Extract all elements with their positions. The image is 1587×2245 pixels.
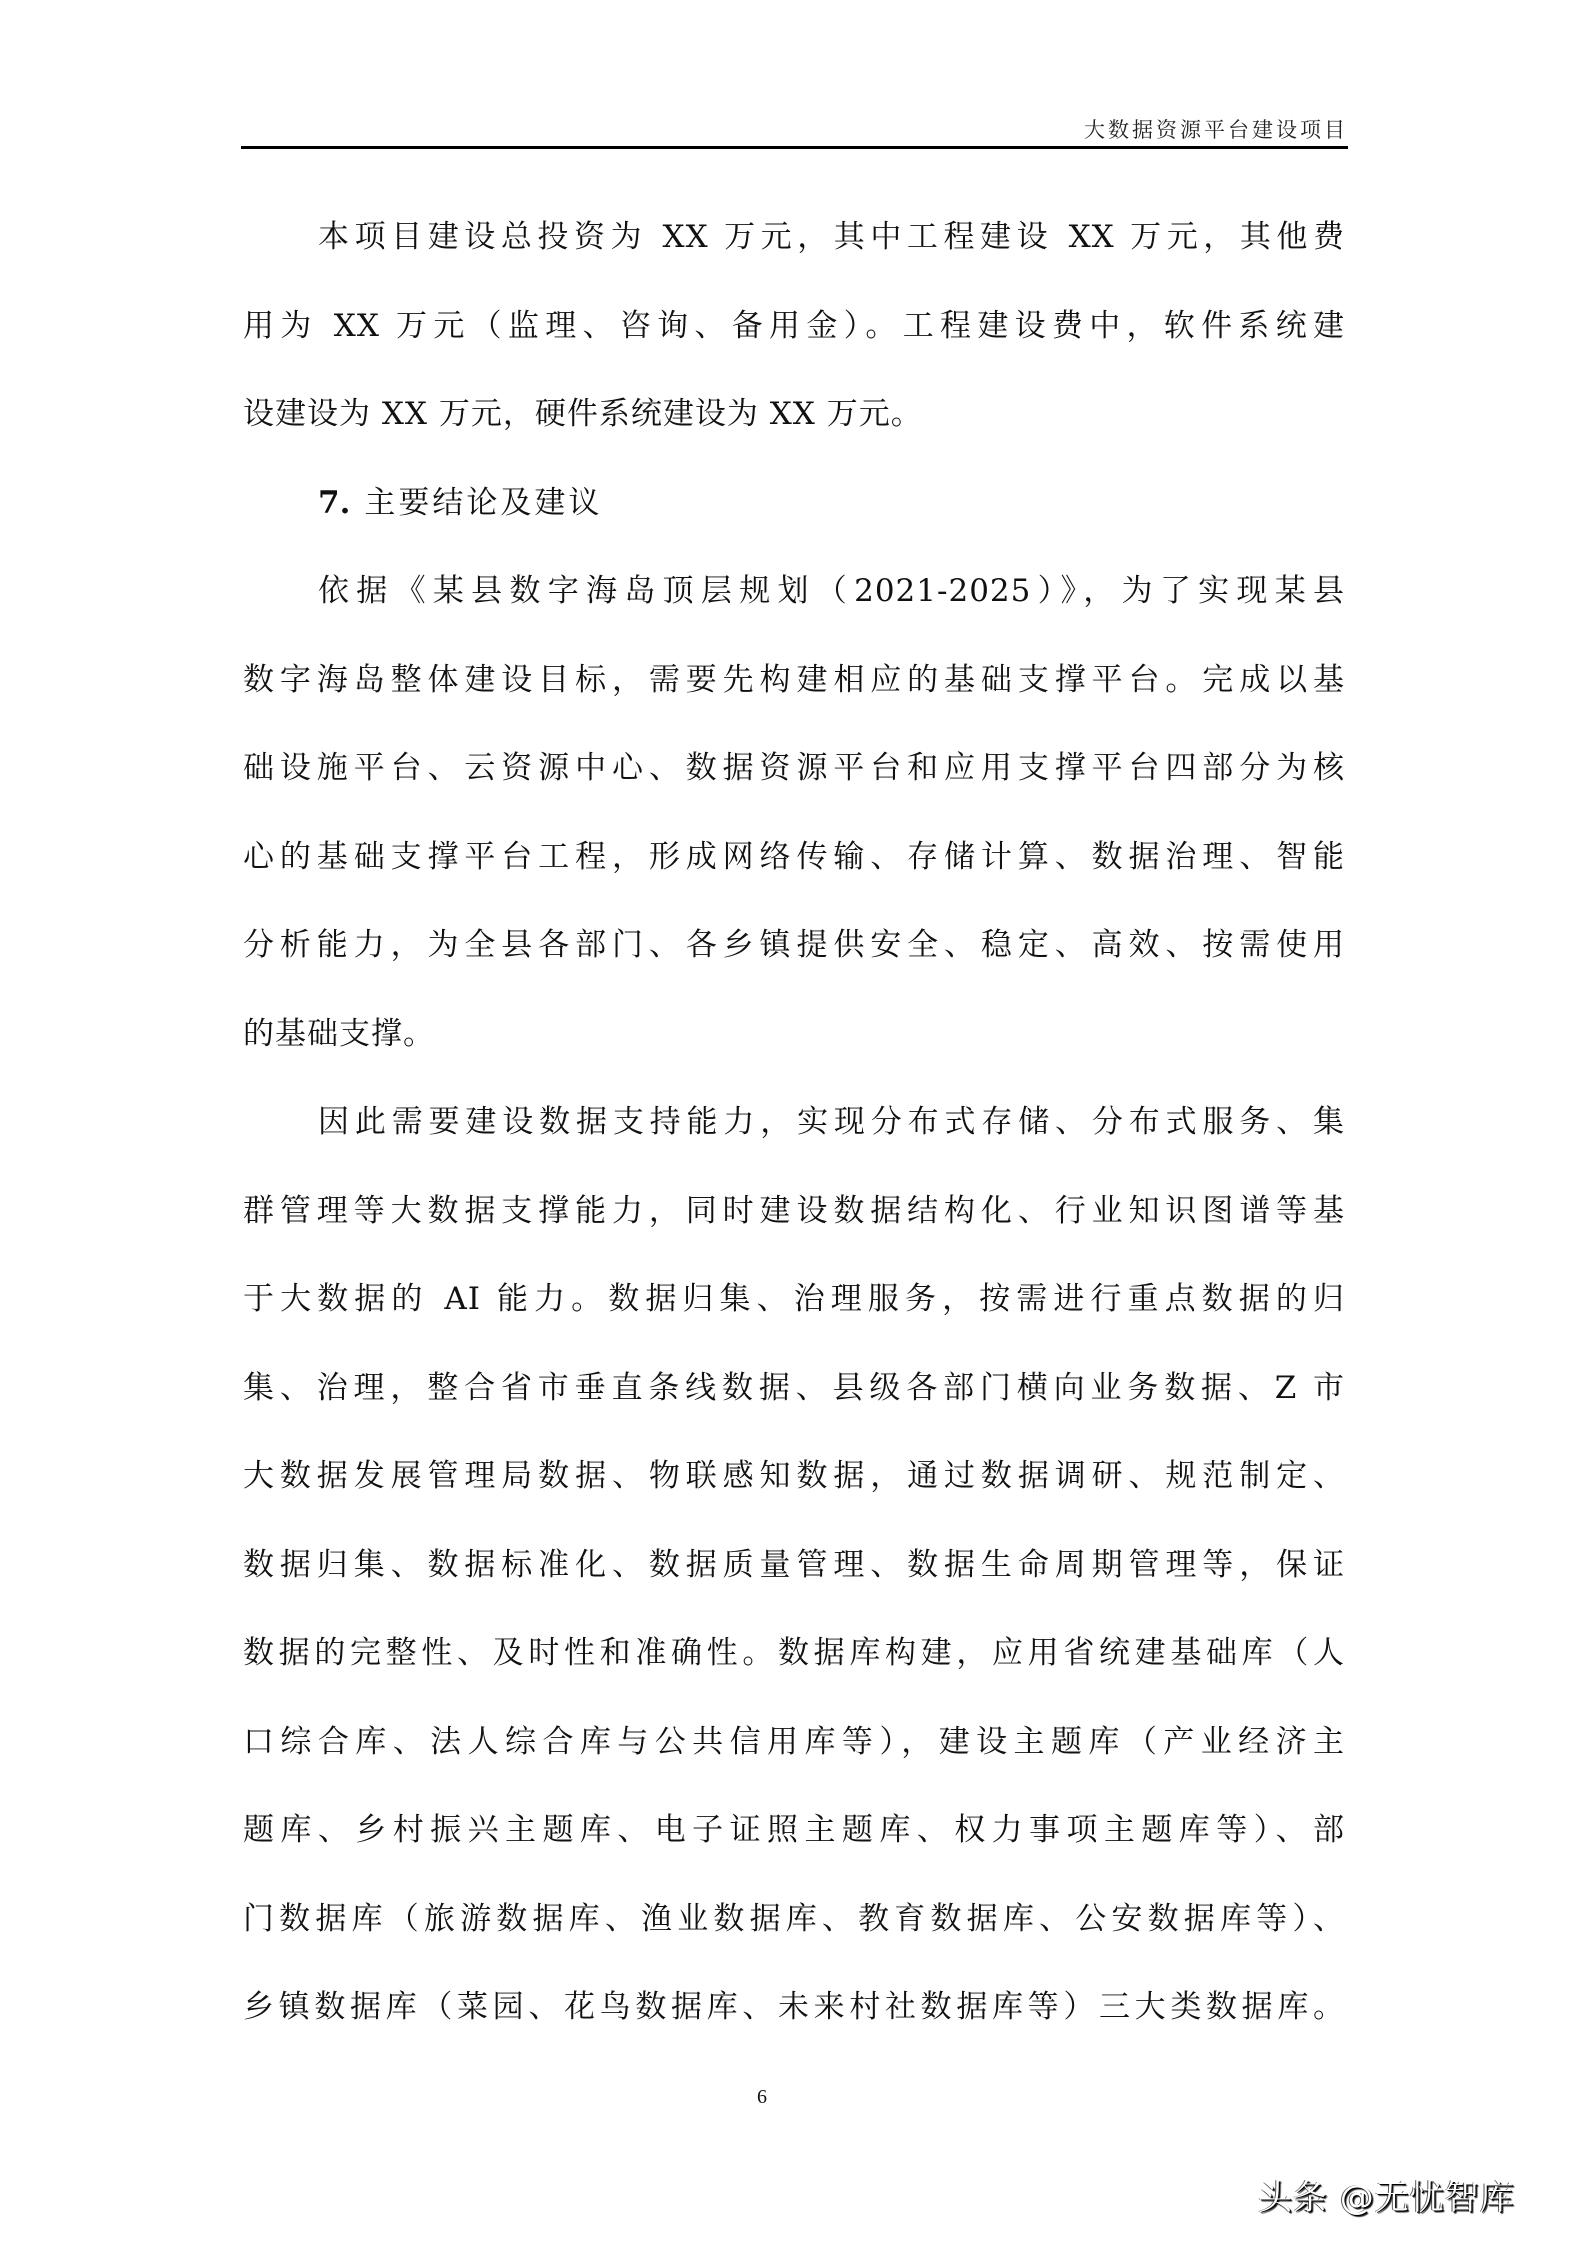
- text-line: 础设施平台、云资源中心、数据资源平台和应用支撑平台四部分为核: [243, 750, 1345, 786]
- text-line: 群管理等大数据支撑能力，同时建设数据结构化、行业知识图谱等基: [243, 1192, 1345, 1229]
- text-line: 依据《某县数字海岛顶层规划（2021-2025）》，为了实现某县: [318, 573, 1345, 609]
- text-line: 设建设为 XX 万元，硬件系统建设为 XX 万元。: [243, 396, 923, 432]
- header-rule: [241, 146, 1348, 149]
- paragraph-basis: [243, 547, 1345, 1078]
- text-line: 数据归集、数据标准化、数据质量管理、数据生命周期管理等，保证: [243, 1546, 1345, 1583]
- section-heading: [243, 459, 1345, 548]
- page-number: 6: [757, 2086, 767, 2108]
- text-line: 数据的完整性、及时性和准确性。数据库构建，应用省统建基础库（人: [243, 1635, 1345, 1671]
- text-line: 因此需要建设数据支持能力，实现分布式存储、分布式服务、集: [318, 1104, 1345, 1140]
- paragraph-capabilities: [243, 1078, 1345, 2052]
- text-line: 本项目建设总投资为 XX 万元，其中工程建设 XX 万元，其他费: [318, 219, 1345, 255]
- text-line: 题库、乡村振兴主题库、电子证照主题库、权力事项主题库等）、部: [243, 1812, 1345, 1848]
- page-header: [241, 108, 1348, 148]
- section-title: 主要结论及建议: [364, 484, 603, 521]
- text-line: 于大数据的 AI 能力。数据归集、治理服务，按需进行重点数据的归: [243, 1281, 1345, 1317]
- text-line: 心的基础支撑平台工程，形成网络传输、存储计算、数据治理、智能: [243, 838, 1345, 875]
- section-number: 7.: [318, 484, 351, 521]
- text-line: 门数据库（旅游数据库、渔业数据库、教育数据库、公安数据库等）、: [243, 1900, 1345, 1937]
- paragraph-investment: [243, 193, 1345, 459]
- watermark: 头条 @无忧智库: [1258, 2178, 1515, 2218]
- text-line: 集、治理，整合省市垂直条线数据、县级各部门横向业务数据、Z 市: [243, 1369, 1345, 1406]
- text-line: 乡镇数据库（菜园、花鸟数据库、未来村社数据库等）三大类数据库。: [243, 1989, 1345, 2025]
- text-line: 数字海岛整体建设目标，需要先构建相应的基础支撑平台。完成以基: [243, 661, 1345, 698]
- text-line: 口综合库、法人综合库与公共信用库等），建设主题库（产业经济主: [243, 1723, 1345, 1760]
- header-title: 大数据资源平台建设项目: [1084, 118, 1348, 142]
- text-line: 用为 XX 万元（监理、咨询、备用金）。工程建设费中，软件系统建: [243, 307, 1345, 344]
- text-line: 大数据发展管理局数据、物联感知数据，通过数据调研、规范制定、: [243, 1458, 1345, 1494]
- text-line: 分析能力，为全县各部门、各乡镇提供安全、稳定、高效、按需使用: [243, 927, 1345, 963]
- text-line: 的基础支撑。: [243, 1015, 435, 1052]
- document-body: [243, 193, 1345, 2052]
